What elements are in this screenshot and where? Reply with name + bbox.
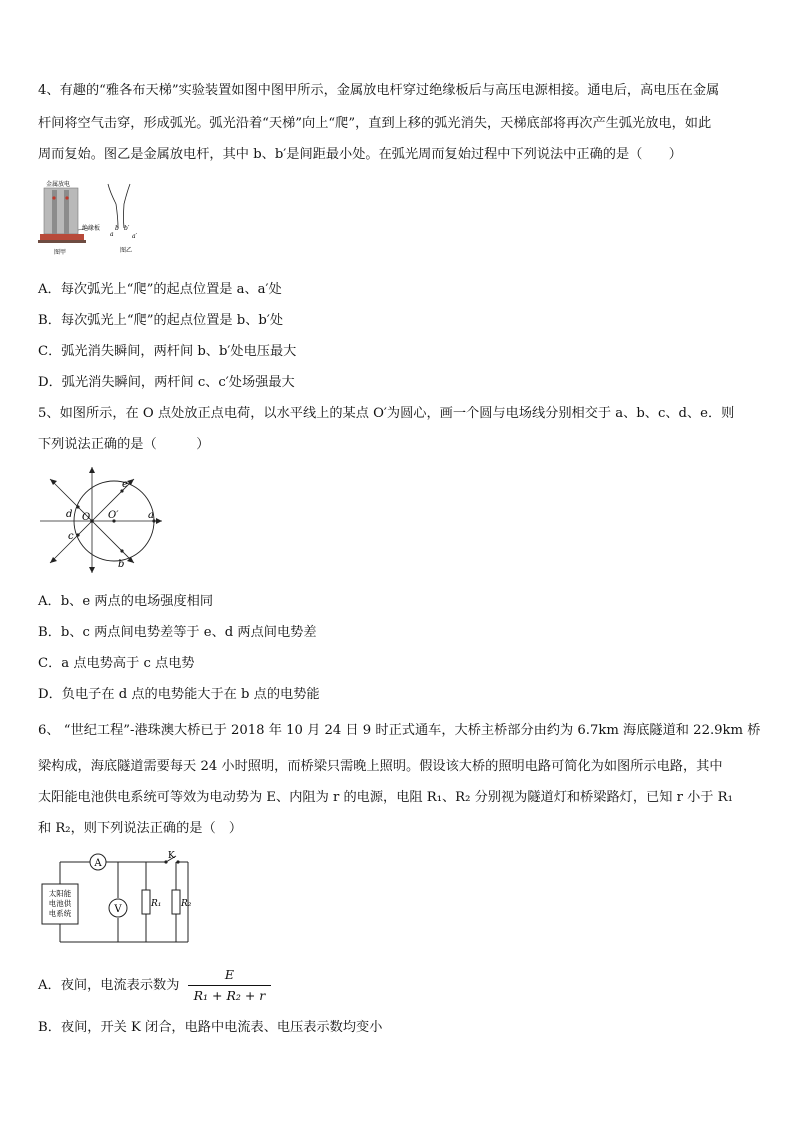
source-line-1: 太阳能 [48,889,72,898]
rod-label: 金属放电 [46,181,71,188]
point-b-prime: b′ [124,225,130,232]
q6-stem-line-2: 梁构成，海底隧道需要每天 24 小时照明，而桥梁只需晚上照明。假设该大桥的照明电路可简化为如图所示电路，其中 [38,759,723,774]
q4-figure [38,178,148,258]
label-e: e [122,479,128,490]
label-a: a [148,510,154,521]
fraction-denominator: R₁ + R₂ + r [193,988,266,1003]
point-b: b [115,225,119,232]
resistor-r2 [172,890,180,914]
voltmeter-label: V [114,904,122,915]
point-a: a [110,231,114,238]
q4-option-c: C．弧光消失瞬间，两杆间 b、b′处电压最大 [38,344,297,359]
q5-stem-line-2: 下列说法正确的是（ ） [38,437,210,452]
q6-option-a [38,966,271,1005]
fig-a-label: 图甲 [54,249,67,256]
q4-stem-line-2: 杆间将空气击穿，形成弧光。弧光沿着“天梯”向上“爬”，直到上移的弧光消失，天梯底部将再次产生弧光放电，如此 [38,116,712,131]
label-o: O [82,512,91,523]
source-line-3: 电系统 [48,909,72,918]
discharge-rods-diagram [108,184,130,228]
q6-stem-line-4: 和 R₂，则下列说法正确的是（ ） [38,821,243,836]
q4-option-a: A．每次弧光上“爬”的起点位置是 a、a′处 [38,282,282,297]
label-c: c [68,531,74,542]
ammeter-label: A [94,858,102,869]
q5-option-d: D．负电子在 d 点的电势能大于在 b 点的电势能 [38,687,320,702]
switch-label: K [168,851,175,861]
q5-field-figure [38,465,166,575]
resistor-r1 [142,890,150,914]
q5-option-a: A．b、e 两点的电场强度相同 [38,594,214,609]
q4-option-b: B．每次弧光上“爬”的起点位置是 b、b′处 [38,313,284,328]
r2-label: R₂ [181,899,192,909]
insulator-label: 绝缘板 [82,225,101,232]
q6-circuit-figure [38,850,198,946]
label-b: b [118,559,125,570]
q6-option-b: B．夜间，开关 K 闭合，电路中电流表、电压表示数均变小 [38,1020,383,1035]
q6-option-a-text: A．夜间，电流表示数为 [38,978,180,993]
fig-b-label: 图乙 [120,247,133,254]
r1-label: R₁ [151,899,162,909]
q6-stem-line-3: 太阳能电池供电系统可等效为电动势为 E、内阻为 r 的电源，电阻 R₁、R₂ 分别视为隧道灯和桥梁路灯，已知 r 小于 R₁ [38,790,733,805]
q4-option-d: D．弧光消失瞬间，两杆间 c、c′处场强最大 [38,375,295,390]
q4-stem-line-3: 周而复始。图乙是金属放电杆，其中 b、b′是间距最小处。在弧光周而复始过程中下列说法中正确的是（ ） [38,147,682,162]
source-line-2: 电池供 [48,899,72,908]
label-d: d [66,509,73,520]
point-a-prime: a′ [132,233,137,240]
fraction-numerator: E [188,966,272,986]
jacob-ladder-photo [38,188,90,243]
q5-stem-line-1: 5、如图所示，在 O 点处放正点电荷，以水平线上的某点 O′为圆心，画一个圆与电场线分别相交于 a、b、c、d、e．则 [38,406,735,421]
q5-option-b: B．b、c 两点间电势差等于 e、d 两点间电势差 [38,625,317,640]
q6-option-a-fraction [188,966,272,1005]
q6-stem-line-1: 6、 “世纪工程”-港珠澳大桥已于 2018 年 10 月 24 日 9 时正式通车，大桥主桥部分由约为 6.7km 海底隧道和 22.9km 桥 [38,723,761,738]
label-o-prime: O′ [108,510,119,521]
q4-stem-line-1: 4、有趣的“雅各布天梯”实验装置如图中图甲所示，金属放电杆穿过绝缘板后与高压电源相接。通电后，高电压在金属 [38,83,720,98]
q5-option-c: C．a 点电势高于 c 点电势 [38,656,195,671]
